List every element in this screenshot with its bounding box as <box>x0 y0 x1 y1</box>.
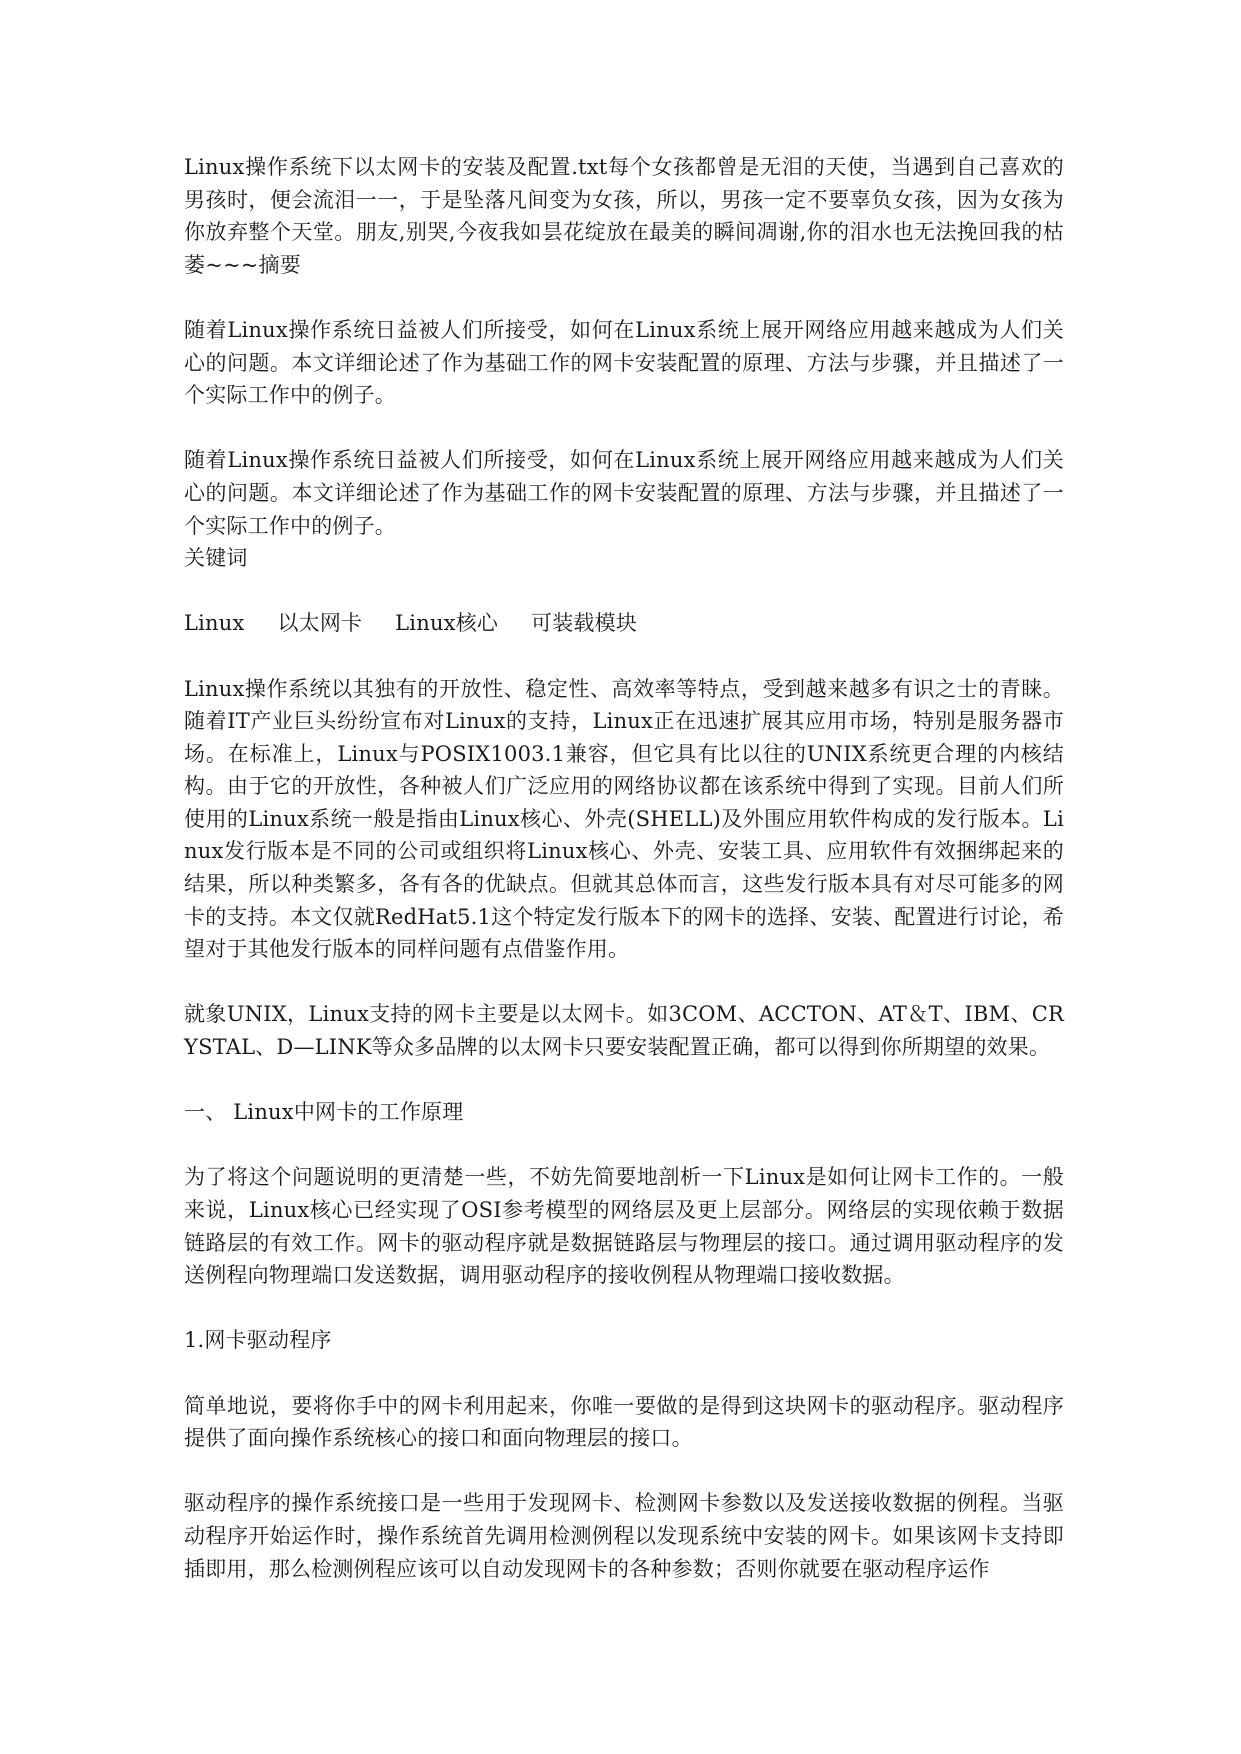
driver-paragraph: 简单地说，要将你手中的网卡利用起来，你唯一要做的是得到这块网卡的驱动程序。驱动程序提供了面向操作系统核心的接口和面向物理层的接口。 <box>184 1393 1064 1451</box>
brands-paragraph: 就象UNIX，Linux支持的网卡主要是以太网卡。如3COM、ACCTON、AT＆T、IBM、CRYSTAL、D—LINK等众多品牌的以太网卡只要安装配置正确，都可以得到你所期望的效果。 <box>184 1002 1064 1060</box>
abstract-paragraph-repeat: 随着Linux操作系统日益被人们所接受，如何在Linux系统上展开网络应用越来越成为人们关心的问题。本文详细论述了作为基础工作的网卡安装配置的原理、方法与步骤，并且描述了一个实际工作中的例子。 <box>184 448 1064 538</box>
section-heading: 一、 Linux中网卡的工作原理 <box>184 1100 464 1125</box>
document-body <box>184 151 1064 1585</box>
intro-paragraph: Linux操作系统下以太网卡的安装及配置.txt每个女孩都曾是无泪的天使，当遇到自己喜欢的男孩时，便会流泪一一，于是坠落凡间变为女孩，所以，男孩一定不要辜负女孩，因为女孩为你放弃整个天堂。朋友,别哭,今夜我如昙花绽放在最美的瞬间凋谢,你的泪水也无法挽回我的枯萎~~~摘要 <box>184 155 1064 277</box>
keyword: 以太网卡 <box>277 611 363 636</box>
abstract-paragraph: 随着Linux操作系统日益被人们所接受，如何在Linux系统上展开网络应用越来越成为人们关心的问题。本文详细论述了作为基础工作的网卡安装配置的原理、方法与步骤，并且描述了一个实际工作中的例子。 <box>184 317 1064 408</box>
subsection-heading: 1.网卡驱动程序 <box>184 1328 332 1353</box>
driver-interface-paragraph: 驱动程序的操作系统接口是一些用于发现网卡、检测网卡参数以及发送接收数据的例程。当驱动程序开始运作时，操作系统首先调用检测例程以发现系统中安装的网卡。如果该网卡支持即插即用，那么检测例程应该可以自动发现网卡的各种参数；否则你就要在驱动程序运作 <box>184 1491 1064 1581</box>
keyword: Linux <box>184 611 245 636</box>
keywords-heading: 关键词 <box>184 546 248 571</box>
intro-linux-paragraph: Linux操作系统以其独有的开放性、稳定性、高效率等特点，受到越来越多有识之士的青睐。随着IT产业巨头纷纷宣布对Linux的支持，Linux正在迅速扩展其应用市场，特别是服务器市场。在标准上，Linux与POSIX1003.1兼容，但它具有比以往的UNIX系统更合理的内核结构。由于它的开放性，各种被人们广泛应用的网络协议都在该系统中得到了实现。目前人们所使用的Linux系统一般是指由Linux核心、外壳(SHELL)及外围应用软件构成的发行版本。Linux发行版本是不同的公司或组织将Linux核心、外壳、安装工具、应用软件有效捆绑起来的结果，所以种类繁多，各有各的优缺点。但就其总体而言，这些发行版本具有对尽可能多的网卡的支持。本文仅就RedHat5.1这个特定发行版本下的网卡的选择、安装、配置进行讨论，希望对于其他发行版本的同样问题有点借鉴作用。 <box>184 676 1064 962</box>
principle-paragraph: 为了将这个问题说明的更清楚一些，不妨先简要地剖析一下Linux是如何让网卡工作的。一般来说，Linux核心已经实现了OSI参考模型的网络层及更上层部分。网络层的实现依赖于数据链路层的有效工作。网卡的驱动程序就是数据链路层与物理层的接口。通过调用驱动程序的发送例程向物理端口发送数据，调用驱动程序的接收例程从物理端口接收数据。 <box>184 1165 1064 1288</box>
keyword: 可装载模块 <box>531 611 638 636</box>
keywords-list <box>184 607 1064 640</box>
keyword: Linux核心 <box>395 611 499 636</box>
